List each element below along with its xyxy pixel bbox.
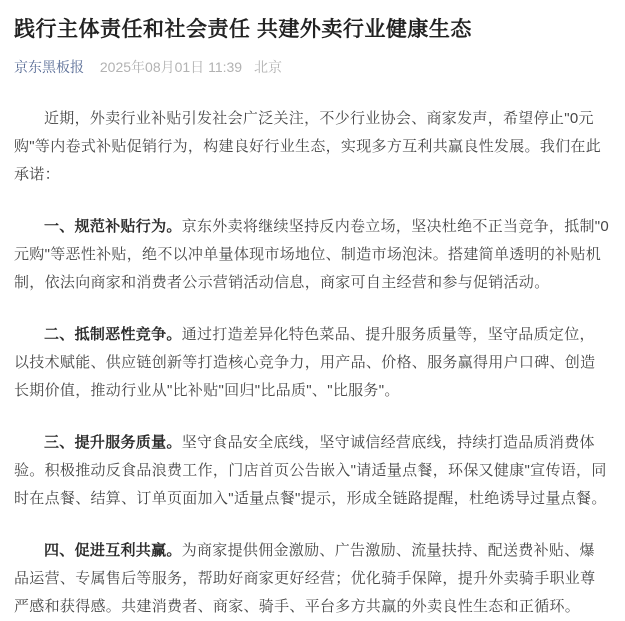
paragraph-3-text: 坚守食品安全底线，坚守诚信经营底线，持续打造品质消费体验。积极推动反食品浪费工作，门店首页公告嵌入"请适量点餐，环保又健康"宣传语，同时在点餐、结算、订单页面加入"适量点餐"提示，形成全链路提醒，杜绝诱导过量点餐。: [14, 434, 607, 507]
byline: [14, 57, 610, 77]
article-title: 践行主体责任和社会责任 共建外卖行业健康生态: [14, 18, 472, 41]
paragraph-1-regulate-subsidies: [14, 213, 610, 297]
paragraph-3-improve-service-quality: [14, 429, 610, 513]
paragraph-4-promote-mutual-benefit: [14, 537, 610, 621]
article-body: [14, 105, 610, 621]
paragraph-intro: [14, 105, 610, 189]
paragraph-2-resist-vicious-competition: [14, 321, 610, 405]
paragraph-2-lead: 二、抵制恶性竞争。: [44, 326, 182, 343]
paragraph-intro-text: 近期，外卖行业补贴引发社会广泛关注，不少行业协会、商家发声，希望停止"0元购"等内卷式补贴促销行为，构建良好行业生态，实现多方互利共赢良性发展。我们在此承诺：: [14, 110, 602, 183]
byline-datetime: 2025年08月01日 11:39: [99, 59, 243, 75]
paragraph-2-text: 通过打造差异化特色菜品、提升服务质量等，坚守品质定位，以技术赋能、供应链创新等打造核心竞争力，用产品、价格、服务赢得用户口碑、创造长期价值，推动行业从"比补贴"回归"比品质"、"比服务"。: [14, 326, 596, 399]
byline-location: 北京: [253, 59, 282, 75]
byline-source-link[interactable]: 京东黑板报: [14, 59, 84, 75]
paragraph-3-lead: 三、提升服务质量。: [44, 434, 182, 451]
paragraph-1-text: 京东外卖将继续坚持反内卷立场，坚决杜绝不正当竞争，抵制"0元购"等恶性补贴，绝不以冲单量体现市场地位、制造市场泡沫。搭建简单透明的补贴机制，依法向商家和消费者公示营销活动信息，商家可自主经营和参与促销活动。: [14, 218, 610, 291]
paragraph-1-lead: 一、规范补贴行为。: [44, 218, 182, 235]
paragraph-4-lead: 四、促进互利共赢。: [44, 542, 182, 559]
paragraph-4-text: 为商家提供佣金激励、广告激励、流量扶持、配送费补贴、爆品运营、专属售后等服务，帮助好商家更好经营；优化骑手保障，提升外卖骑手职业尊严感和获得感。共建消费者、商家、骑手、平台多方共赢的外卖良性生态和正循环。: [14, 542, 596, 615]
